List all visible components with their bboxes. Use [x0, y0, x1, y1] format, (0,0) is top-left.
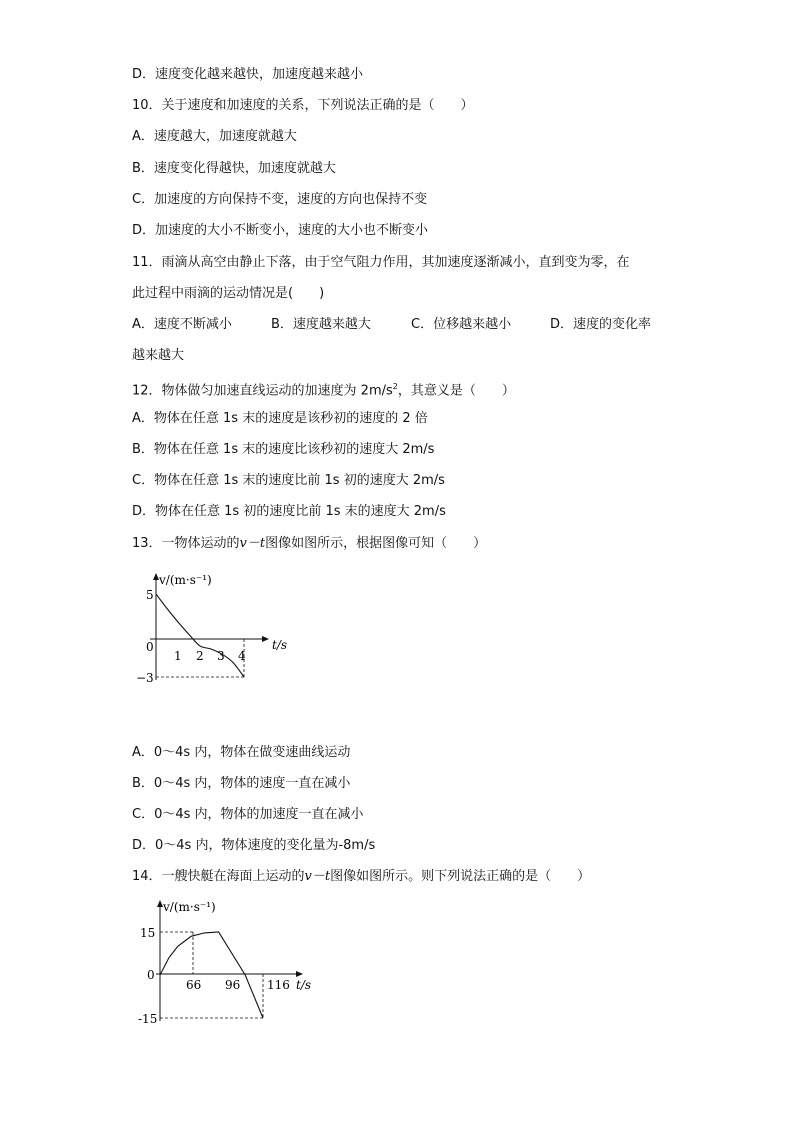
- q13-x-tick-4: 4: [238, 649, 246, 663]
- q13-stem-pre: 13．一物体运动的: [132, 536, 240, 551]
- q13-stem: [132, 535, 486, 553]
- q13-option-b: B．0～4s 内，物体的速度一直在减小: [132, 776, 351, 791]
- q14-y-tick-0: 0: [147, 968, 155, 982]
- q10-option-a: A．速度越大，加速度就越大: [132, 129, 297, 144]
- q13-x-tick-3: 3: [217, 649, 225, 663]
- q14-stem: [132, 868, 590, 886]
- q11-option-b: B．速度越来越大: [271, 317, 371, 332]
- q13-series-line: [156, 594, 244, 677]
- q9-option-d: D．速度变化越来越快，加速度越来越小: [132, 67, 364, 82]
- q12-option-a: A．物体在任意 1s 末的速度是该秒初的速度的 2 倍: [132, 411, 428, 426]
- q14-y-tick-15: 15: [140, 926, 156, 940]
- q11-option-d-cont: 越来越大: [132, 348, 185, 363]
- q10-option-d: D．加速度的大小不断变小，速度的大小也不断变小: [132, 223, 429, 238]
- q12-option-c: C．物体在任意 1s 末的速度比前 1s 初的速度大 2m/s: [132, 473, 445, 488]
- q13-y-tick-0: 0: [146, 640, 154, 654]
- q14-vt-graph: [130, 895, 330, 1030]
- q13-y-tick-5: 5: [146, 588, 154, 602]
- q13-option-d: D．0～4s 内，物体速度的变化量为-8m/s: [132, 838, 376, 853]
- q12-stem-post: ，其意义是（ ）: [397, 383, 515, 399]
- q12-stem-pre: 12．物体做匀加速直线运动的加速度为 2m/s: [132, 383, 393, 399]
- q12-option-d: D．物体在任意 1s 初的速度比前 1s 末的速度大 2m/s: [132, 504, 446, 519]
- q13-x-tick-2: 2: [196, 649, 204, 663]
- q12-stem: [132, 378, 515, 400]
- q12-option-b: B．物体在任意 1s 末的速度比该秒初的速度大 2m/s: [132, 442, 435, 457]
- q11-option-d: D．速度的变化率: [550, 317, 652, 332]
- q10-option-b: B．速度变化得越快，加速度就越大: [132, 161, 336, 176]
- q13-stem-vt: v－t: [239, 536, 266, 551]
- q14-x-axis-label: t/s: [296, 978, 312, 992]
- q13-x-axis-label: t/s: [272, 638, 288, 652]
- q10-option-c: C．加速度的方向保持不变，速度的方向也保持不变: [132, 192, 428, 207]
- q14-series-line: [160, 932, 263, 1018]
- q14-stem-pre: 14．一艘快艇在海面上运动的: [132, 869, 305, 884]
- q13-x-tick-1: 1: [174, 649, 182, 663]
- q11-option-a: A．速度不断减小: [132, 317, 232, 332]
- q14-stem-post: 图像如图所示。则下列说法正确的是（ ）: [330, 869, 591, 884]
- q14-x-tick-66: 66: [186, 978, 202, 992]
- q14-x-tick-116: 116: [267, 978, 290, 992]
- q14-x-tick-96: 96: [225, 978, 241, 992]
- q11-stem-line2: 此过程中雨滴的运动情况是( ): [132, 286, 325, 301]
- q13-vt-graph: [130, 568, 300, 698]
- q14-y-tick-neg15: -15: [138, 1012, 158, 1026]
- q12-stem-sup: 2: [392, 382, 398, 391]
- q10-stem: 10．关于速度和加速度的关系，下列说法正确的是（ ）: [132, 98, 474, 113]
- q14-y-axis-label: v/(m·s⁻¹): [163, 900, 216, 914]
- q14-stem-vt: v－t: [304, 869, 331, 884]
- q11-stem-line1: 11．雨滴从高空由静止下落，由于空气阻力作用，其加速度逐渐减小，直到变为零，在: [132, 255, 630, 270]
- q13-y-tick-neg3: −3: [136, 671, 154, 685]
- q13-y-axis-label: v/(m·s⁻¹): [159, 573, 212, 587]
- q11-option-c: C．位移越来越小: [411, 317, 512, 332]
- q13-option-c: C．0～4s 内，物体的加速度一直在减小: [132, 807, 364, 822]
- q13-option-a: A．0～4s 内，物体在做变速曲线运动: [132, 745, 351, 760]
- q13-stem-post: 图像如图所示，根据图像可知（ ）: [265, 536, 487, 551]
